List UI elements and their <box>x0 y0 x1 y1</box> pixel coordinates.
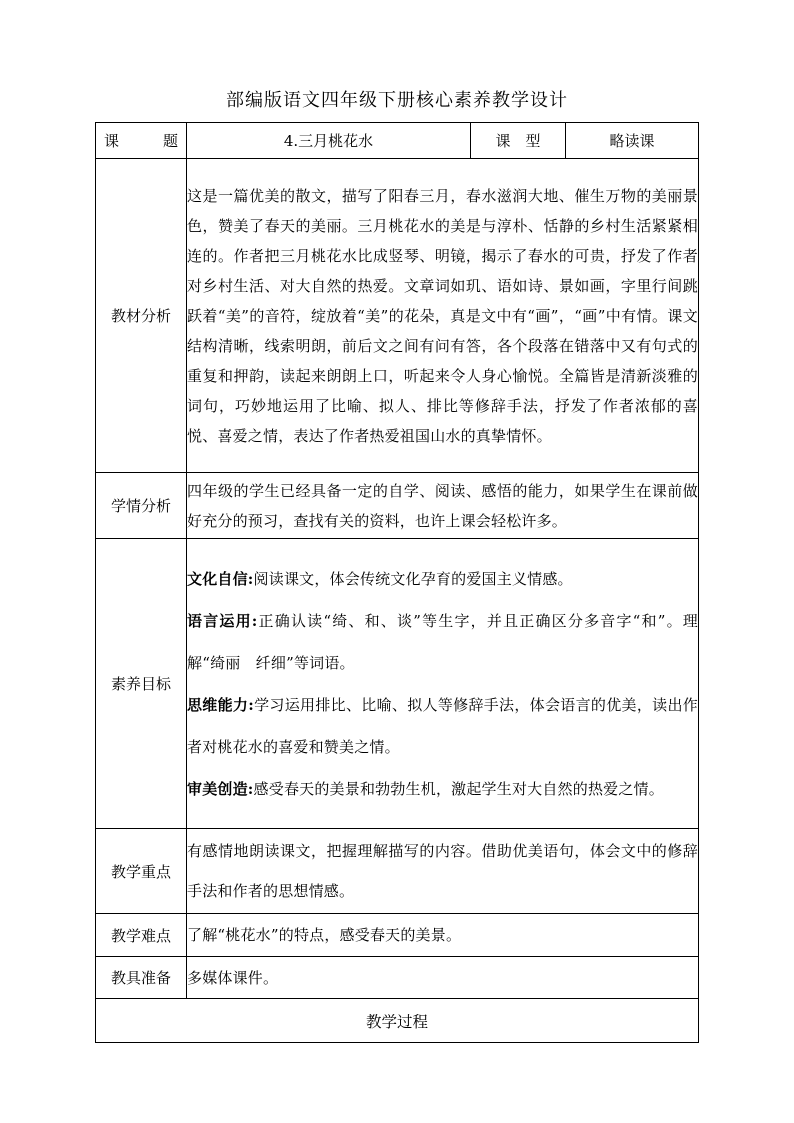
literacy-goals-content <box>187 539 699 829</box>
goal-item <box>187 600 698 684</box>
lesson-plan-table <box>95 122 699 1043</box>
difficult-points-label: 教学难点 <box>96 914 187 957</box>
page-title: 部编版语文四年级下册核心素养教学设计 <box>226 90 568 111</box>
goal-text: 感受春天的美景和勃勃生机，激起学生对大自然的热爱之情。 <box>253 779 664 798</box>
goal-text: 正确认读“绮、和、谈”等生字，并且正确区分多音字“和”。理解“绮丽 纤细”等词语。 <box>187 611 698 672</box>
key-points-row <box>96 829 699 914</box>
topic-row <box>96 123 699 159</box>
topic-value: 4.三月桃花水 <box>187 123 471 159</box>
teaching-aids-text: 多媒体课件。 <box>187 957 699 999</box>
material-analysis-label: 教材分析 <box>96 159 187 473</box>
topic-label: 课 题 <box>96 123 187 159</box>
goal-key: 语言运用: <box>187 611 258 630</box>
key-points-label: 教学重点 <box>96 829 187 914</box>
key-points-text: 有感情地朗读课文，把握理解描写的内容。借助优美语句，体会文中的修辞手法和作者的思想情感。 <box>187 829 699 914</box>
student-analysis-label: 学情分析 <box>96 473 187 539</box>
process-heading-row <box>96 999 699 1043</box>
process-heading: 教学过程 <box>96 999 699 1043</box>
goal-item <box>187 768 698 810</box>
goal-item <box>187 558 698 600</box>
type-label: 课 型 <box>471 123 566 159</box>
goal-text: 阅读课文，体会传统文化孕育的爱国主义情感。 <box>253 569 573 588</box>
goal-text: 学习运用排比、比喻、拟人等修辞手法，体会语言的优美，读出作者对桃花水的喜爱和赞美之情。 <box>187 695 698 756</box>
material-analysis-row <box>96 159 699 473</box>
difficult-points-row <box>96 914 699 957</box>
literacy-goals-row <box>96 539 699 829</box>
goal-key: 思维能力: <box>187 695 254 714</box>
type-value: 略读课 <box>566 123 699 159</box>
student-analysis-text: 四年级的学生已经具备一定的自学、阅读、感悟的能力，如果学生在课前做好充分的预习，查找有关的资料，也许上课会轻松许多。 <box>187 473 699 539</box>
student-analysis-row <box>96 473 699 539</box>
material-analysis-text: 这是一篇优美的散文，描写了阳春三月，春水滋润大地、催生万物的美丽景色，赞美了春天的美丽。三月桃花水的美是与淳朴、恬静的乡村生活紧紧相连的。作者把三月桃花水比成竖琴、明镜，揭示了春水的可贵，抒发了作者对乡村生活、对大自然的热爱。文章词如玑、语如诗、景如画，字里行间跳跃着“美”的音符，绽放着“美”的花朵，真是文中有“画”，“画”中有情。课文结构清晰，线索明朗，前后文之间有问有答，各个段落在错落中又有句式的重复和押韵，读起来朗朗上口，听起来令人身心愉悦。全篇皆是清新淡雅的词句，巧妙地运用了比喻、拟人、排比等修辞手法，抒发了作者浓郁的喜悦、喜爱之情，表达了作者热爱祖国山水的真挚情怀。 <box>187 159 699 473</box>
literacy-goals-label: 素养目标 <box>96 539 187 829</box>
teaching-aids-label: 教具准备 <box>96 957 187 999</box>
teaching-aids-row <box>96 957 699 999</box>
goal-item <box>187 684 698 768</box>
goal-key: 审美创造: <box>187 779 254 798</box>
difficult-points-text: 了解“桃花水”的特点，感受春天的美景。 <box>187 914 699 957</box>
goal-key: 文化自信: <box>187 569 254 588</box>
